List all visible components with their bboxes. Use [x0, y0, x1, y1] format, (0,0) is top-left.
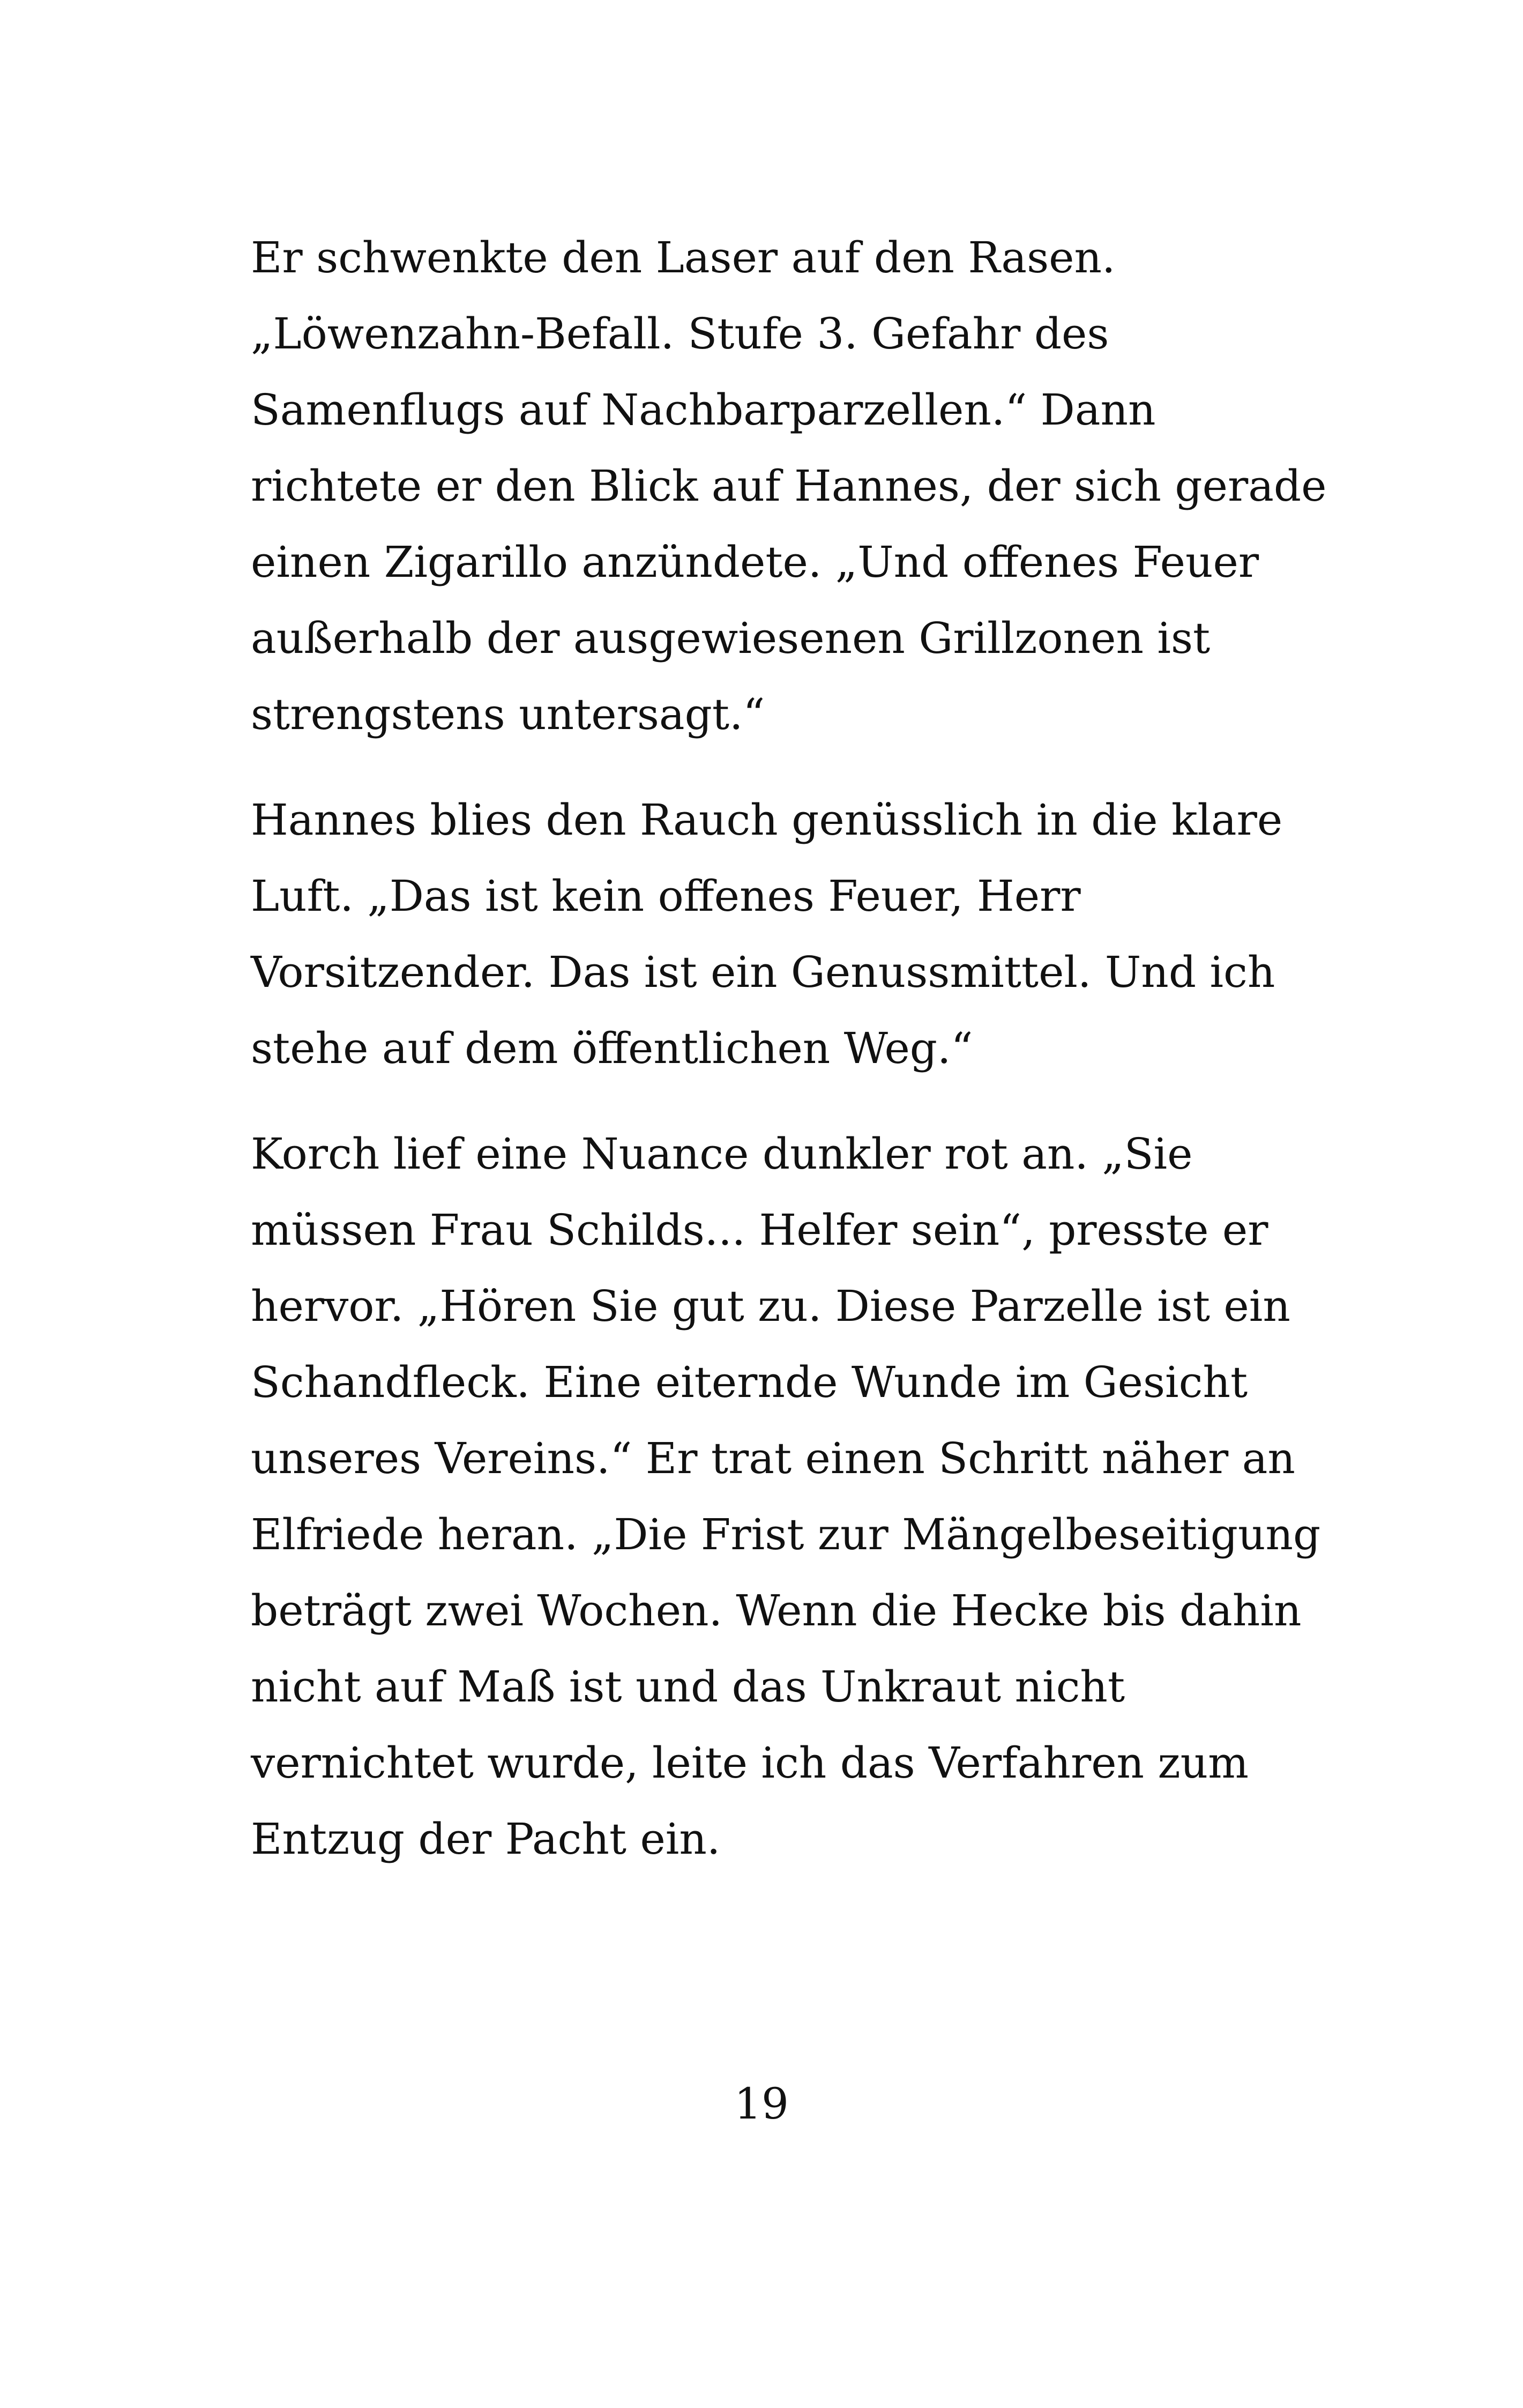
- text-line: Vorsitzender. Das ist ein Genussmittel. Und ich: [251, 947, 1275, 997]
- text-line: strengstens untersagt.“: [251, 689, 765, 739]
- body-text: [251, 220, 1327, 1907]
- text-line: Hannes blies den Rauch genüsslich in die klare: [251, 795, 1283, 845]
- text-line: unseres Vereins.“ Er trat einen Schritt näher an: [251, 1433, 1295, 1483]
- text-line: Luft. „Das ist kein offenes Feuer, Herr: [251, 871, 1081, 921]
- text-line: Schandfleck. Eine eiternde Wunde im Gesicht: [251, 1357, 1248, 1407]
- paragraph-2: [251, 782, 1323, 1087]
- text-line: Entzug der Pacht ein.: [251, 1814, 721, 1864]
- text-line: außerhalb der ausgewiesenen Grillzonen ist: [251, 613, 1211, 663]
- text-line: Er schwenkte den Laser auf den Rasen.: [251, 233, 1116, 283]
- paragraph-1: [251, 220, 1327, 753]
- paragraph-3: [251, 1116, 1323, 1877]
- text-line: richtete er den Blick auf Hannes, der sich gerade: [251, 461, 1327, 511]
- text-line: beträgt zwei Wochen. Wenn die Hecke bis dahin: [251, 1586, 1302, 1636]
- text-line: stehe auf dem öffentlichen Weg.“: [251, 1023, 973, 1073]
- text-line: Elfriede heran. „Die Frist zur Mängelbeseitigung: [251, 1510, 1321, 1559]
- text-line: vernichtet wurde, leite ich das Verfahren zum: [251, 1738, 1249, 1788]
- page-number: 19: [734, 2079, 789, 2129]
- text-line: müssen Frau Schilds... Helfer sein“, presste er: [251, 1205, 1268, 1255]
- text-line: hervor. „Hören Sie gut zu. Diese Parzelle ist ein: [251, 1281, 1290, 1331]
- text-line: „Löwenzahn-Befall. Stufe 3. Gefahr des: [251, 309, 1109, 359]
- text-line: Korch lief eine Nuance dunkler rot an. „Sie: [251, 1129, 1193, 1179]
- text-line: einen Zigarillo anzündete. „Und offenes Feuer: [251, 537, 1259, 587]
- text-line: Samenflugs auf Nachbarparzellen.“ Dann: [251, 385, 1156, 435]
- text-line: nicht auf Maß ist und das Unkraut nicht: [251, 1662, 1125, 1712]
